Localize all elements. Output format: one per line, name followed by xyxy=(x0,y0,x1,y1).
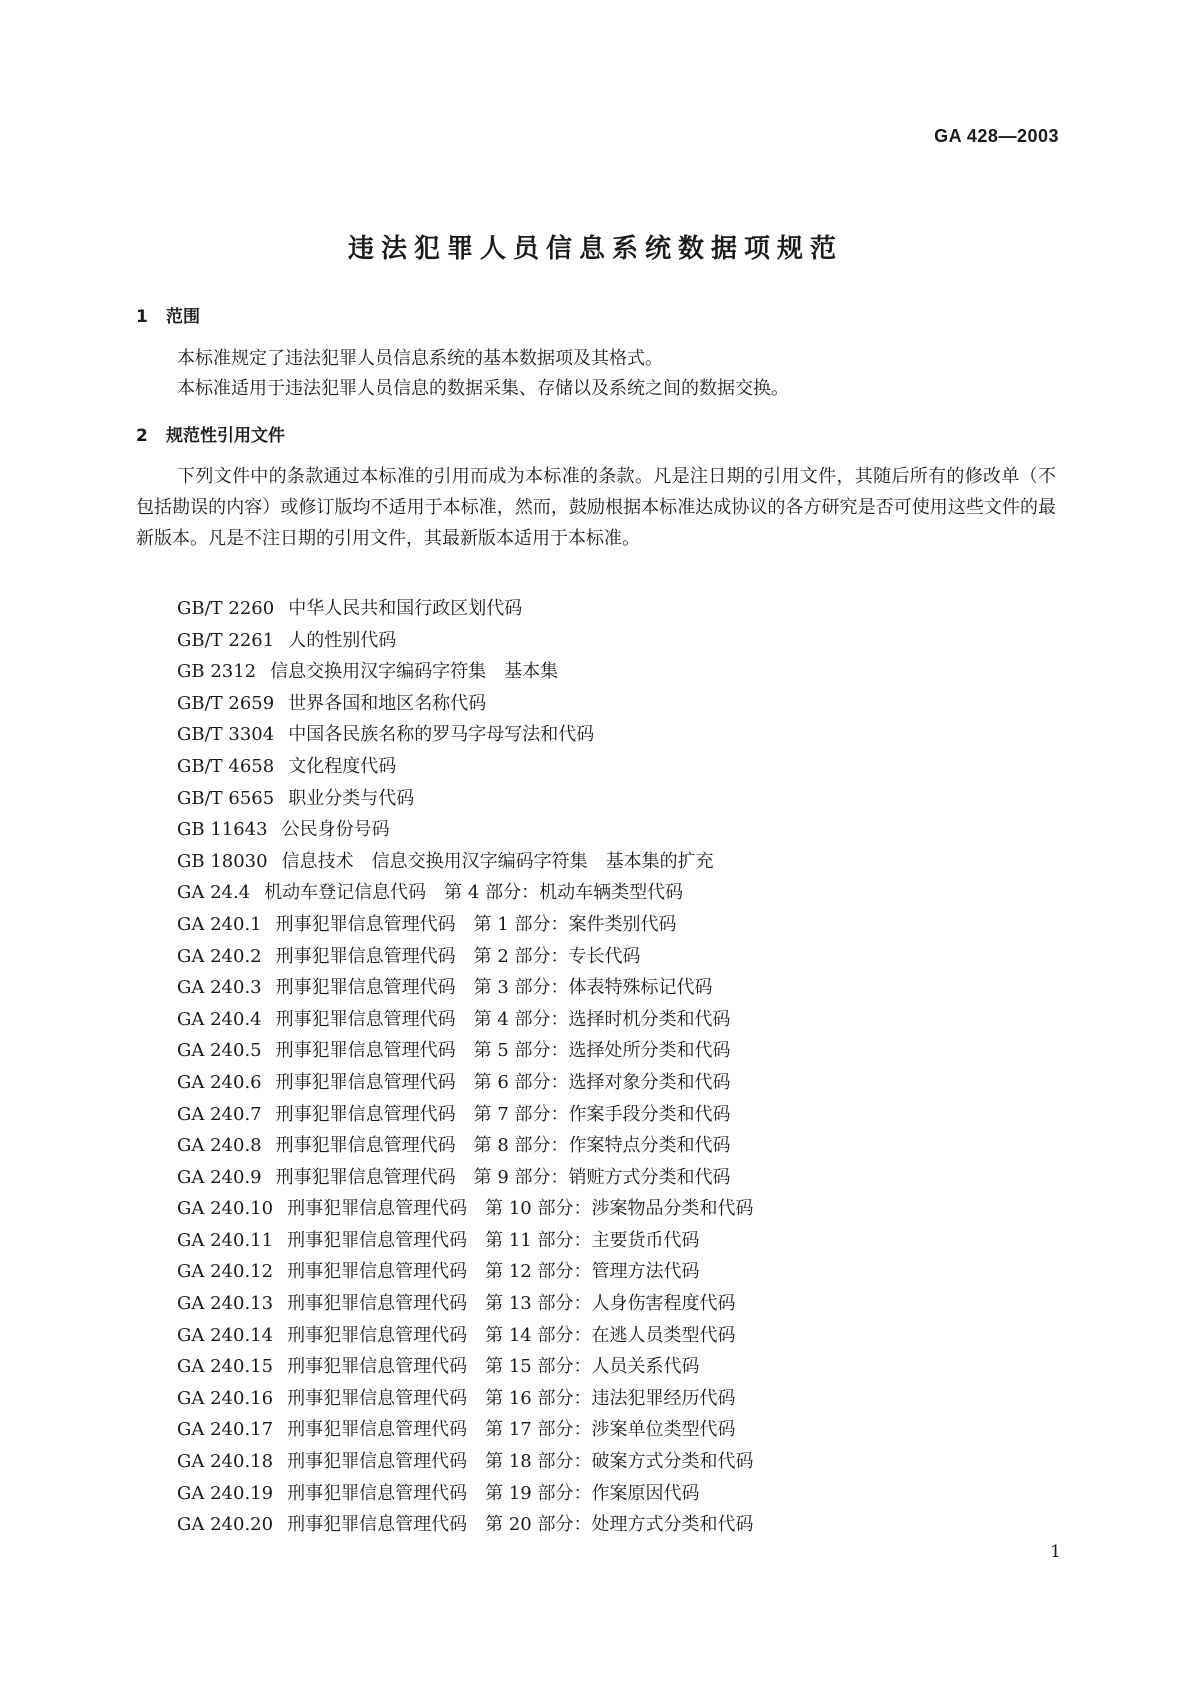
reference-code: GA 240.1 xyxy=(177,913,262,935)
reference-item xyxy=(177,1478,753,1510)
reference-title: 刑事犯罪信息管理代码 第 2 部分：专长代码 xyxy=(275,945,641,967)
reference-item xyxy=(177,909,753,941)
references-intro-paragraph: 下列文件中的条款通过本标准的引用而成为本标准的条款。凡是注日期的引用文件，其随后所有的修改单（不包括勘误的内容）或修订版均不适用于本标准，然而，鼓励根据本标准达成协议的各方研究是否可使用这些文件的最新版本。凡是不注日期的引用文件，其最新版本适用于本标准。 xyxy=(136,466,1056,549)
reference-code: GA 240.3 xyxy=(177,977,262,999)
reference-code: GB/T 6565 xyxy=(177,787,275,809)
reference-title: 公民身份号码 xyxy=(281,819,390,841)
reference-title: 中华人民共和国行政区划代码 xyxy=(288,598,523,619)
reference-title: 刑事犯罪信息管理代码 第 17 部分：涉案单位类型代码 xyxy=(287,1419,736,1441)
reference-title: 信息技术 信息交换用汉字编码字符集 基本集的扩充 xyxy=(281,850,714,872)
reference-title: 刑事犯罪信息管理代码 第 1 部分：案件类别代码 xyxy=(275,913,677,935)
reference-item xyxy=(177,814,753,846)
reference-item xyxy=(177,1225,753,1257)
reference-title: 刑事犯罪信息管理代码 第 19 部分：作案原因代码 xyxy=(287,1482,700,1504)
reference-title: 信息交换用汉字编码字符集 基本集 xyxy=(270,661,559,683)
document-title: 违法犯罪人员信息系统数据项规范 xyxy=(347,234,843,264)
reference-title: 刑事犯罪信息管理代码 第 6 部分：选择对象分类和代码 xyxy=(275,1071,731,1093)
reference-code: GA 240.12 xyxy=(177,1261,274,1283)
reference-item xyxy=(177,1162,753,1194)
reference-item xyxy=(177,1446,753,1478)
reference-title: 刑事犯罪信息管理代码 第 18 部分：破案方式分类和代码 xyxy=(287,1451,754,1473)
reference-title: 刑事犯罪信息管理代码 第 15 部分：人员关系代码 xyxy=(287,1356,700,1378)
reference-title: 刑事犯罪信息管理代码 第 16 部分：违法犯罪经历代码 xyxy=(287,1387,736,1409)
reference-item xyxy=(177,719,753,751)
reference-item xyxy=(177,1414,753,1446)
reference-title: 刑事犯罪信息管理代码 第 11 部分：主要货币代码 xyxy=(287,1229,700,1251)
reference-item xyxy=(177,625,753,657)
reference-code: GA 240.10 xyxy=(177,1198,274,1220)
reference-item xyxy=(177,593,753,625)
reference-code: GB/T 2260 xyxy=(177,598,275,619)
reference-code: GA 240.8 xyxy=(177,1135,262,1157)
reference-title: 刑事犯罪信息管理代码 第 9 部分：销赃方式分类和代码 xyxy=(275,1166,731,1188)
reference-title: 刑事犯罪信息管理代码 第 8 部分：作案特点分类和代码 xyxy=(275,1135,731,1157)
reference-code: GA 240.17 xyxy=(177,1419,274,1441)
reference-code: GA 240.4 xyxy=(177,1008,262,1030)
reference-code: GA 240.9 xyxy=(177,1166,262,1188)
section-number: 2 xyxy=(136,426,148,446)
reference-title: 刑事犯罪信息管理代码 第 12 部分：管理方法代码 xyxy=(287,1261,700,1283)
section-heading-normative-references xyxy=(136,421,285,446)
reference-title: 刑事犯罪信息管理代码 第 14 部分：在逃人员类型代码 xyxy=(287,1324,736,1346)
reference-item xyxy=(177,1099,753,1131)
reference-title: 刑事犯罪信息管理代码 第 5 部分：选择处所分类和代码 xyxy=(275,1040,731,1062)
reference-item xyxy=(177,1320,753,1352)
reference-list xyxy=(177,593,753,1541)
scope-paragraph-1: 本标准规定了违法犯罪人员信息系统的基本数据项及其格式。 xyxy=(177,348,663,369)
reference-code: GB/T 3304 xyxy=(177,724,275,746)
reference-item xyxy=(177,1004,753,1036)
reference-item xyxy=(177,1193,753,1225)
reference-item xyxy=(177,688,753,720)
reference-code: GA 24.4 xyxy=(177,882,251,904)
section-heading-scope xyxy=(136,302,200,327)
reference-title: 刑事犯罪信息管理代码 第 13 部分：人身伤害程度代码 xyxy=(287,1293,736,1315)
reference-code: GB/T 2659 xyxy=(177,692,275,714)
reference-item xyxy=(177,1509,753,1541)
reference-code: GA 240.14 xyxy=(177,1324,274,1346)
reference-title: 刑事犯罪信息管理代码 第 10 部分：涉案物品分类和代码 xyxy=(287,1198,754,1220)
reference-code: GA 240.6 xyxy=(177,1071,262,1093)
reference-item xyxy=(177,877,753,909)
reference-code: GA 240.19 xyxy=(177,1482,274,1504)
reference-title: 中国各民族名称的罗马字母写法和代码 xyxy=(288,724,595,746)
section-title: 范围 xyxy=(166,307,200,327)
reference-code: GA 240.16 xyxy=(177,1387,274,1409)
reference-title: 人的性别代码 xyxy=(288,629,397,651)
reference-title: 刑事犯罪信息管理代码 第 4 部分：选择时机分类和代码 xyxy=(275,1008,731,1030)
reference-item xyxy=(177,1130,753,1162)
reference-item xyxy=(177,751,753,783)
reference-item xyxy=(177,1351,753,1383)
reference-code: GA 240.5 xyxy=(177,1040,262,1062)
reference-item xyxy=(177,656,753,688)
reference-title: 刑事犯罪信息管理代码 第 3 部分：体表特殊标记代码 xyxy=(275,977,713,999)
scope-paragraph-2: 本标准适用于违法犯罪人员信息的数据采集、存储以及系统之间的数据交换。 xyxy=(177,378,789,399)
standard-code: GA 428—2003 xyxy=(934,126,1059,146)
reference-code: GB/T 4658 xyxy=(177,755,275,777)
reference-code: GA 240.2 xyxy=(177,945,262,967)
section-number: 1 xyxy=(136,307,148,327)
reference-title: 机动车登记信息代码 第 4 部分：机动车辆类型代码 xyxy=(264,882,684,904)
reference-item xyxy=(177,846,753,878)
reference-title: 职业分类与代码 xyxy=(288,787,415,809)
reference-code: GB 2312 xyxy=(177,661,257,683)
reference-code: GB/T 2261 xyxy=(177,629,275,651)
reference-title: 文化程度代码 xyxy=(288,755,397,777)
reference-item xyxy=(177,1035,753,1067)
section-title: 规范性引用文件 xyxy=(166,426,285,446)
reference-item xyxy=(177,1383,753,1415)
page-number: 1 xyxy=(1050,1542,1061,1562)
reference-item xyxy=(177,783,753,815)
reference-item xyxy=(177,1256,753,1288)
reference-code: GB 18030 xyxy=(177,850,268,872)
reference-item xyxy=(177,1067,753,1099)
reference-code: GA 240.18 xyxy=(177,1451,274,1473)
reference-code: GB 11643 xyxy=(177,819,268,841)
reference-code: GA 240.11 xyxy=(177,1229,274,1251)
reference-title: 世界各国和地区名称代码 xyxy=(288,692,487,714)
reference-code: GA 240.7 xyxy=(177,1103,262,1125)
reference-item xyxy=(177,941,753,973)
reference-title: 刑事犯罪信息管理代码 第 20 部分：处理方式分类和代码 xyxy=(287,1514,754,1536)
reference-item xyxy=(177,1288,753,1320)
reference-code: GA 240.13 xyxy=(177,1293,274,1315)
reference-title: 刑事犯罪信息管理代码 第 7 部分：作案手段分类和代码 xyxy=(275,1103,731,1125)
reference-item xyxy=(177,972,753,1004)
reference-code: GA 240.20 xyxy=(177,1514,274,1536)
reference-code: GA 240.15 xyxy=(177,1356,274,1378)
